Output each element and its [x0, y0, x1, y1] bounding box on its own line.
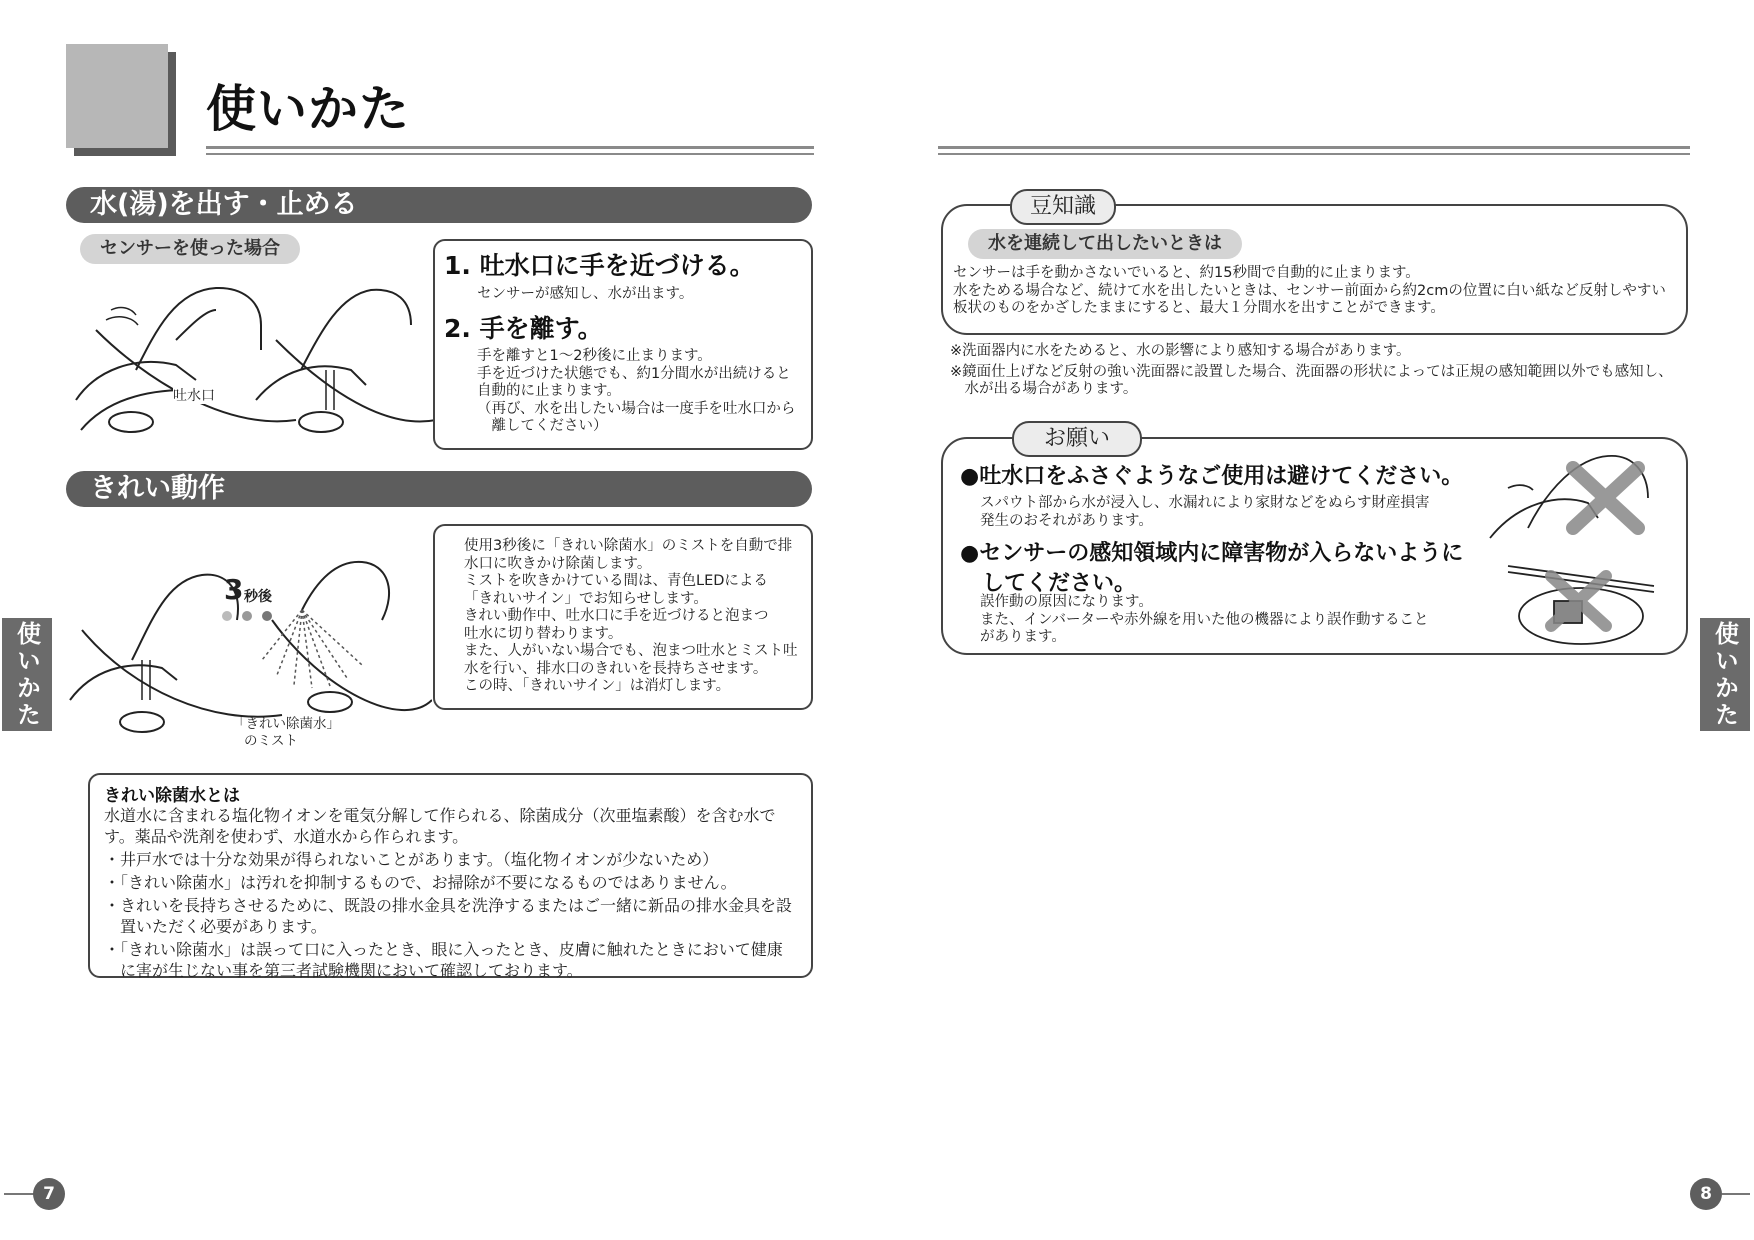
- tips-line: 水をためる場合など、続けて水を出したいときは、センサー前面から約2cmの位置に白い紙など反射しやすい: [953, 282, 1666, 299]
- title-block: [66, 44, 168, 148]
- clean-line: 使用3秒後に「きれい除菌水」のミストを自動で排: [464, 538, 793, 554]
- faucet-hand-illustration: [66, 270, 436, 440]
- section-heading-water: 水(湯)を出す・止める: [66, 187, 812, 223]
- step2-title: 2. 手を離す。: [444, 314, 603, 343]
- step1-title: 1. 吐水口に手を近づける。: [444, 251, 755, 280]
- spout-label: 吐水口: [173, 388, 215, 404]
- seconds-number: 3: [224, 573, 244, 606]
- clean-line: この時、「きれいサイン」は消灯します。: [464, 678, 731, 694]
- page-title: 使いかた: [206, 80, 410, 138]
- page-number-line-left: [4, 1193, 34, 1195]
- obstacle-sensor-illustration: [1506, 556, 1656, 648]
- side-tab-right: 使いかた: [1700, 618, 1750, 731]
- request-item2-title-line: してください。: [960, 570, 1137, 596]
- tips-label: 豆知識: [1010, 189, 1116, 225]
- tips-subheading: 水を連続して出したいときは: [968, 229, 1242, 259]
- tips-text: [953, 265, 1666, 318]
- request-item2-line: また、インバーターや赤外線を用いた他の機器により誤作動すること: [980, 611, 1429, 628]
- page-number-line-right: [1722, 1193, 1750, 1195]
- clean-line: きれい動作中、吐水口に手を近づけると泡まつ: [464, 608, 769, 624]
- clean-line: ミストを吹きかけている間は、青色LEDによる: [464, 573, 768, 589]
- mist-caption-2: のミスト: [244, 733, 298, 749]
- note-line: ※洗面器内に水をためると、水の影響により感知する場合があります。: [950, 343, 1411, 359]
- clean-description: [464, 538, 798, 696]
- request-item1-line: スパウト部から水が浸入し、水漏れにより家財などをぬらす財産損害: [980, 495, 1430, 511]
- right-top-rule-thin: [938, 153, 1690, 155]
- page-number-right: 8: [1690, 1178, 1722, 1210]
- kirei-bullet: ・「きれい除菌水」は汚れを抑制するもので、お掃除が不要になるものではありません。: [104, 873, 737, 892]
- page-number-left: 7: [33, 1178, 65, 1210]
- request-item1-title: ●吐水口をふさぐようなご使用は避けてください。: [960, 464, 1464, 489]
- kirei-bullet: ・「きれい除菌水」は誤って口に入ったとき、眼に入ったとき、皮膚に触れたときにおいて健康: [104, 940, 783, 959]
- seconds-suffix: 秒後: [244, 589, 272, 605]
- tips-line: センサーは手を動かさないでいると、約15秒間で自動的に止まります。: [953, 265, 1420, 281]
- kirei-bullet-cont: 置いただく必要があります。: [104, 917, 327, 936]
- request-item2-line: があります。: [980, 629, 1066, 645]
- right-top-rule: [938, 146, 1690, 149]
- side-tab-left: 使いかた: [2, 618, 52, 731]
- spout-left: [136, 288, 261, 370]
- request-item2-line: 誤作動の原因になります。: [980, 594, 1153, 610]
- step2-text: [477, 348, 795, 436]
- request-item2-title: [960, 539, 1463, 598]
- title-rule: [206, 146, 814, 149]
- kirei-intro-line: す。薬品や洗剤を使わず、水道水から作られます。: [104, 827, 469, 846]
- note-line: ※鏡面仕上げなど反射の強い洗面器に設置した場合、洗面器の形状によっては正規の感知範囲以外でも感知し、: [950, 363, 1673, 380]
- kirei-intro-line: 水道水に含まれる塩化物イオンを電気分解して作られる、除菌成分（次亜塩素酸）を含む水で: [104, 806, 776, 825]
- step2-line: 自動的に止まります。: [477, 383, 621, 399]
- title-rule-thin: [206, 153, 814, 155]
- step1-text: センサーが感知し、水が出ます。: [477, 286, 694, 302]
- clean-line: 水を行い、排水口のきれいを長持ちさせます。: [464, 660, 768, 677]
- step2-line: 手を近づけた状態でも、約1分間水が出続けると: [477, 365, 791, 382]
- kirei-info-title: きれい除菌水とは: [104, 786, 240, 806]
- step2-line: 離してください）: [477, 418, 608, 434]
- note-line: 水が出る場合があります。: [950, 381, 1138, 397]
- clean-line: また、人がいない場合でも、泡まつ吐水とミスト吐: [464, 643, 798, 659]
- request-label: お願い: [1012, 421, 1142, 457]
- mist-caption-1: 「きれい除菌水」: [232, 716, 340, 732]
- kirei-bullet: ・井戸水では十分な効果が得られないことがあります。（塩化物イオンが少ないため）: [104, 850, 719, 869]
- request-item2-text: [980, 594, 1428, 647]
- kirei-bullet: ・きれいを長持ちさせるために、既設の排水金具を洗浄するまたはご一緒に新品の排水金具を設: [104, 896, 793, 915]
- request-item1-text: [980, 495, 1430, 530]
- tips-line: 板状のものをかざしたままにすると、最大１分間水を出すことができます。: [953, 300, 1445, 316]
- request-item1-line: 発生のおそれがあります。: [980, 512, 1153, 529]
- request-item2-title-line: ●センサーの感知領域内に障害物が入らないように: [960, 541, 1464, 566]
- notes: [950, 343, 1673, 399]
- sensor-label: センサーを使った場合: [80, 234, 300, 264]
- step2-line: 手を離すと1～2秒後に止まります。: [477, 348, 712, 364]
- mist-illustration: [62, 550, 432, 740]
- kirei-info-body: [104, 805, 792, 981]
- blocked-spout-illustration: [1488, 448, 1658, 540]
- step2-line: （再び、水を出したい場合は一度手を吐水口から: [477, 400, 796, 417]
- clean-line: 水口に吹きかけ除菌します。: [464, 555, 652, 572]
- clean-line: 「きれいサイン」でお知らせします。: [464, 590, 708, 607]
- kirei-bullet-cont: に害が生じない事を第三者試験機関において確認しております。: [104, 961, 583, 980]
- clean-line: 吐水に切り替わります。: [464, 625, 623, 642]
- section-heading-clean: きれい動作: [66, 471, 812, 507]
